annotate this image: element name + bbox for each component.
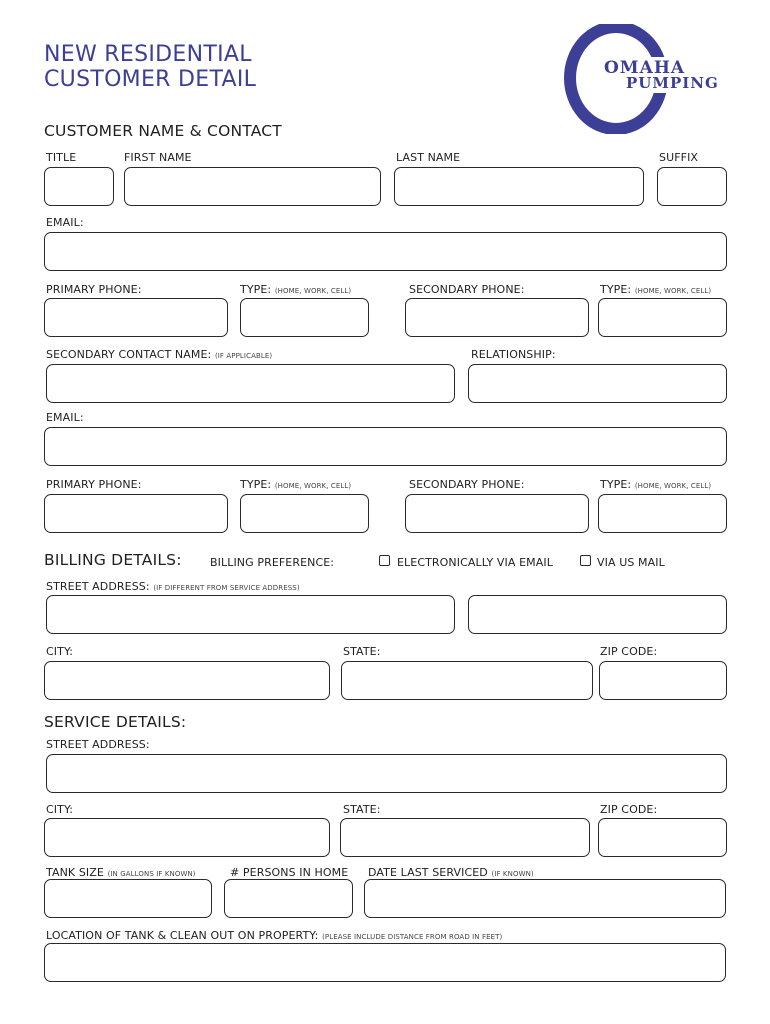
secondary-phone-field[interactable]	[405, 298, 589, 337]
first-name-label: FIRST NAME	[124, 151, 192, 164]
tank-size-field[interactable]	[44, 879, 212, 918]
tank-location-label: LOCATION OF TANK & CLEAN OUT ON PROPERTY: (PLEASE INCLUDE DISTANCE FROM ROAD IN FEET)	[46, 929, 503, 942]
email-label: EMAIL:	[46, 216, 84, 229]
customer-section-heading: CUSTOMER NAME & CONTACT	[44, 122, 282, 140]
date-last-serviced-field[interactable]	[364, 879, 726, 918]
billing-street-field[interactable]	[46, 595, 455, 634]
title-label: TITLE	[46, 151, 77, 164]
billing-zip-field[interactable]	[599, 661, 727, 700]
primary-phone-label: PRIMARY PHONE:	[46, 283, 142, 296]
email-field[interactable]	[44, 232, 727, 271]
billing-city-label: CITY:	[46, 645, 74, 658]
billing-zip-label: ZIP CODE:	[600, 645, 658, 658]
billing-preference-label: BILLING PREFERENCE:	[210, 556, 335, 569]
secondary-secondary-phone-label: SECONDARY PHONE:	[409, 478, 525, 491]
secondary-secondary-phone-field[interactable]	[405, 494, 589, 533]
secondary-secondary-phone-type-field[interactable]	[598, 494, 727, 533]
relationship-label: RELATIONSHIP:	[471, 348, 556, 361]
last-name-label: LAST NAME	[396, 151, 461, 164]
logo-text-pumping: PUMPING	[626, 74, 719, 92]
mail-billing-checkbox[interactable]	[580, 555, 591, 566]
service-street-field[interactable]	[46, 754, 727, 793]
billing-section-heading: BILLING DETAILS:	[44, 551, 182, 569]
billing-street-label: STREET ADDRESS: (IF DIFFERENT FROM SERVICE ADDRESS)	[46, 580, 300, 593]
secondary-email-label: EMAIL:	[46, 411, 84, 424]
secondary-email-field[interactable]	[44, 427, 727, 466]
secondary-contact-label: SECONDARY CONTACT NAME: (IF APPLICABLE)	[46, 348, 273, 361]
billing-street-line2-field[interactable]	[468, 595, 727, 634]
service-zip-label: ZIP CODE:	[600, 803, 658, 816]
first-name-field[interactable]	[124, 167, 381, 206]
service-zip-field[interactable]	[598, 818, 727, 857]
form-title-line2: CUSTOMER DETAIL	[44, 67, 257, 92]
service-state-label: STATE:	[343, 803, 381, 816]
service-city-field[interactable]	[44, 818, 330, 857]
tank-size-label: TANK SIZE (IN GALLONS IF KNOWN)	[46, 866, 196, 879]
last-name-field[interactable]	[394, 167, 644, 206]
billing-state-label: STATE:	[343, 645, 381, 658]
title-field[interactable]	[44, 167, 114, 206]
secondary-phone-type-label: TYPE: (HOME, WORK, CELL)	[600, 283, 712, 296]
email-billing-option-label: ELECTRONICALLY VIA EMAIL	[397, 556, 553, 569]
relationship-field[interactable]	[468, 364, 727, 403]
omaha-pumping-logo	[560, 24, 730, 134]
billing-city-field[interactable]	[44, 661, 330, 700]
secondary-contact-field[interactable]	[46, 364, 455, 403]
secondary-phone-type-field[interactable]	[598, 298, 727, 337]
billing-state-field[interactable]	[341, 661, 593, 700]
secondary-phone-label: SECONDARY PHONE:	[409, 283, 525, 296]
primary-phone-field[interactable]	[44, 298, 228, 337]
persons-field[interactable]	[224, 879, 353, 918]
secondary-primary-phone-type-field[interactable]	[240, 494, 369, 533]
service-street-label: STREET ADDRESS:	[46, 738, 150, 751]
suffix-field[interactable]	[657, 167, 727, 206]
secondary-primary-phone-field[interactable]	[44, 494, 228, 533]
primary-phone-type-field[interactable]	[240, 298, 369, 337]
secondary-primary-phone-type-label: TYPE: (HOME, WORK, CELL)	[240, 478, 352, 491]
form-title-line1: NEW RESIDENTIAL	[44, 42, 252, 67]
suffix-label: SUFFIX	[659, 151, 699, 164]
secondary-primary-phone-label: PRIMARY PHONE:	[46, 478, 142, 491]
date-last-serviced-label: DATE LAST SERVICED (IF KNOWN)	[368, 866, 534, 879]
email-billing-checkbox[interactable]	[379, 555, 390, 566]
service-city-label: CITY:	[46, 803, 74, 816]
persons-label: # PERSONS IN HOME	[230, 866, 349, 879]
primary-phone-type-label: TYPE: (HOME, WORK, CELL)	[240, 283, 352, 296]
tank-location-field[interactable]	[44, 943, 726, 982]
mail-billing-option-label: VIA US MAIL	[597, 556, 665, 569]
service-section-heading: SERVICE DETAILS:	[44, 713, 187, 731]
secondary-secondary-phone-type-label: TYPE: (HOME, WORK, CELL)	[600, 478, 712, 491]
logo-text-omaha: OMAHA	[604, 58, 686, 78]
service-state-field[interactable]	[340, 818, 590, 857]
